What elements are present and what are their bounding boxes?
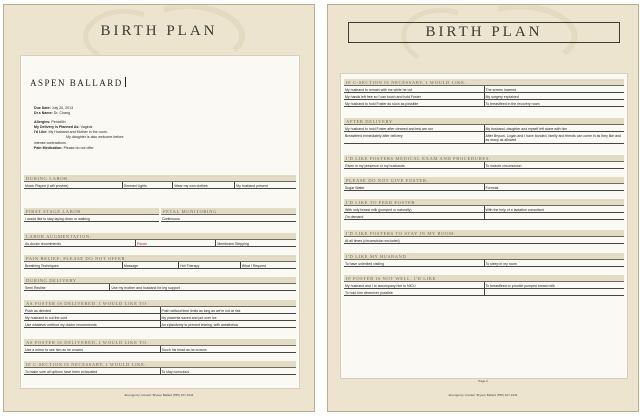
birth-plan-page-1 [3,4,315,412]
page-title: BIRTH PLAN [348,22,620,43]
section-first-stage-labor: FIRST STAGE LABOR I would like to stay laying down or walking FETAL MONITORING Continuous [24,208,296,222]
emergency-contact: Emergency Contact: Bryson Ballard (555) 427-1944 [448,393,518,397]
section-medical-exam: I'D LIKE FOSTERS MEDICAL EXAM AND PROCEDURES: Given in my presence or my husbands To include circumcision [344,155,624,169]
section-husband: I'D LIKE MY HUSBAND To have unlimited visiting To sleep in my room [344,253,624,267]
section-stay-in-room: I'D LIKE FOSTERS TO STAY IN MY ROOM: At all times (circumcision excluded) [344,230,624,244]
emergency-contact: Emergency Contact: Bryson Ballard (555) 427-1944 [124,393,194,397]
page-number: Page 2 [478,379,488,383]
section-as-foster-delivered-2: AS FOSTER IS DELIVERED, I WOULD LIKE TO: Use a mirror to see him as he crowns Touch his head as he crowns [24,339,296,353]
section-during-delivery: DURING DELIVERY Semi Recline Use my mother and husband for leg support [24,277,296,291]
section-do-not-give: PLEASE DO NOT GIVE FOSTER: Sugar Water Formula [344,177,624,191]
section-feed-foster: I'D LIKE TO FEED FOSTER With only breast milk (pumped or naturally) With the help of a lactation consultant On demand [344,199,624,220]
section-after-delivery: AFTER DELIVERY My husband to hold Foster after cleaned and test are run My husband, daughter and myself left alone with him Breastfeed immediately after delivery After Bryson, Logan and I have bonded, family and friends can come in as they like and as many as allowed [344,118,624,144]
section-labor-augmentation: LABOR AUGMENTATION: As doctor recommends Pitocin Membrane Stripping [24,233,296,247]
section-c-section: IF C-SECTION IS NECESSARY, I WOULD LIKE: To make sure all options have been exhausted To stay conscious [24,361,296,375]
patient-info: Due Date: July 20, 2013 Dr.s Name: Dr. Chang Allergies: Penicillin My Delivery is Planned As: Vaginal I'd Like: My Husband and Mother in the room. My daughter is also welcome before intense contractions Pain Medication: Please do not offer [34,106,124,151]
page-title: BIRTH PLAN [100,23,218,39]
section-pain-relief: PAIN RELIEF: PLEASE DO NOT OFFER Breathing Techniques Massage Hot Therapy What I Request [24,255,296,269]
section-as-foster-delivered: AS FOSTER IS DELIVERED, I WOULD LIKE TO: Push as directed Push without time limits as long as we're not at risk My husband to cut the cord My placenta saved and put over ice Use whatever method my doctor recommends An episiotomy to prevent tearing, with anesthesia [24,300,296,328]
text-cursor [125,77,126,87]
person-name[interactable]: ASPEN BALLARD [30,77,126,88]
section-foster-not-well: IF FOSTER IS NOT WELL, I'D LIKE My husband and I to accompany him to NICU To breastfeed or provide pumped breast milk To hold him whenever possible [344,275,624,296]
birth-plan-page-2 [327,4,639,412]
section-c-section: IF C-SECTION IS NECESSARY, I WOULD LIKE: My husband to remain with me while he cut The screen lowered My hands left free so I can touch and hold Foster My surgery explained My husband to hold Foster as soon as possible To breastfeed in the recovery room [344,79,624,107]
section-during-labor: DURING LABOR Music Played (I will provide) Dimmed Lights Wear my own clothes My husband present [24,175,296,189]
